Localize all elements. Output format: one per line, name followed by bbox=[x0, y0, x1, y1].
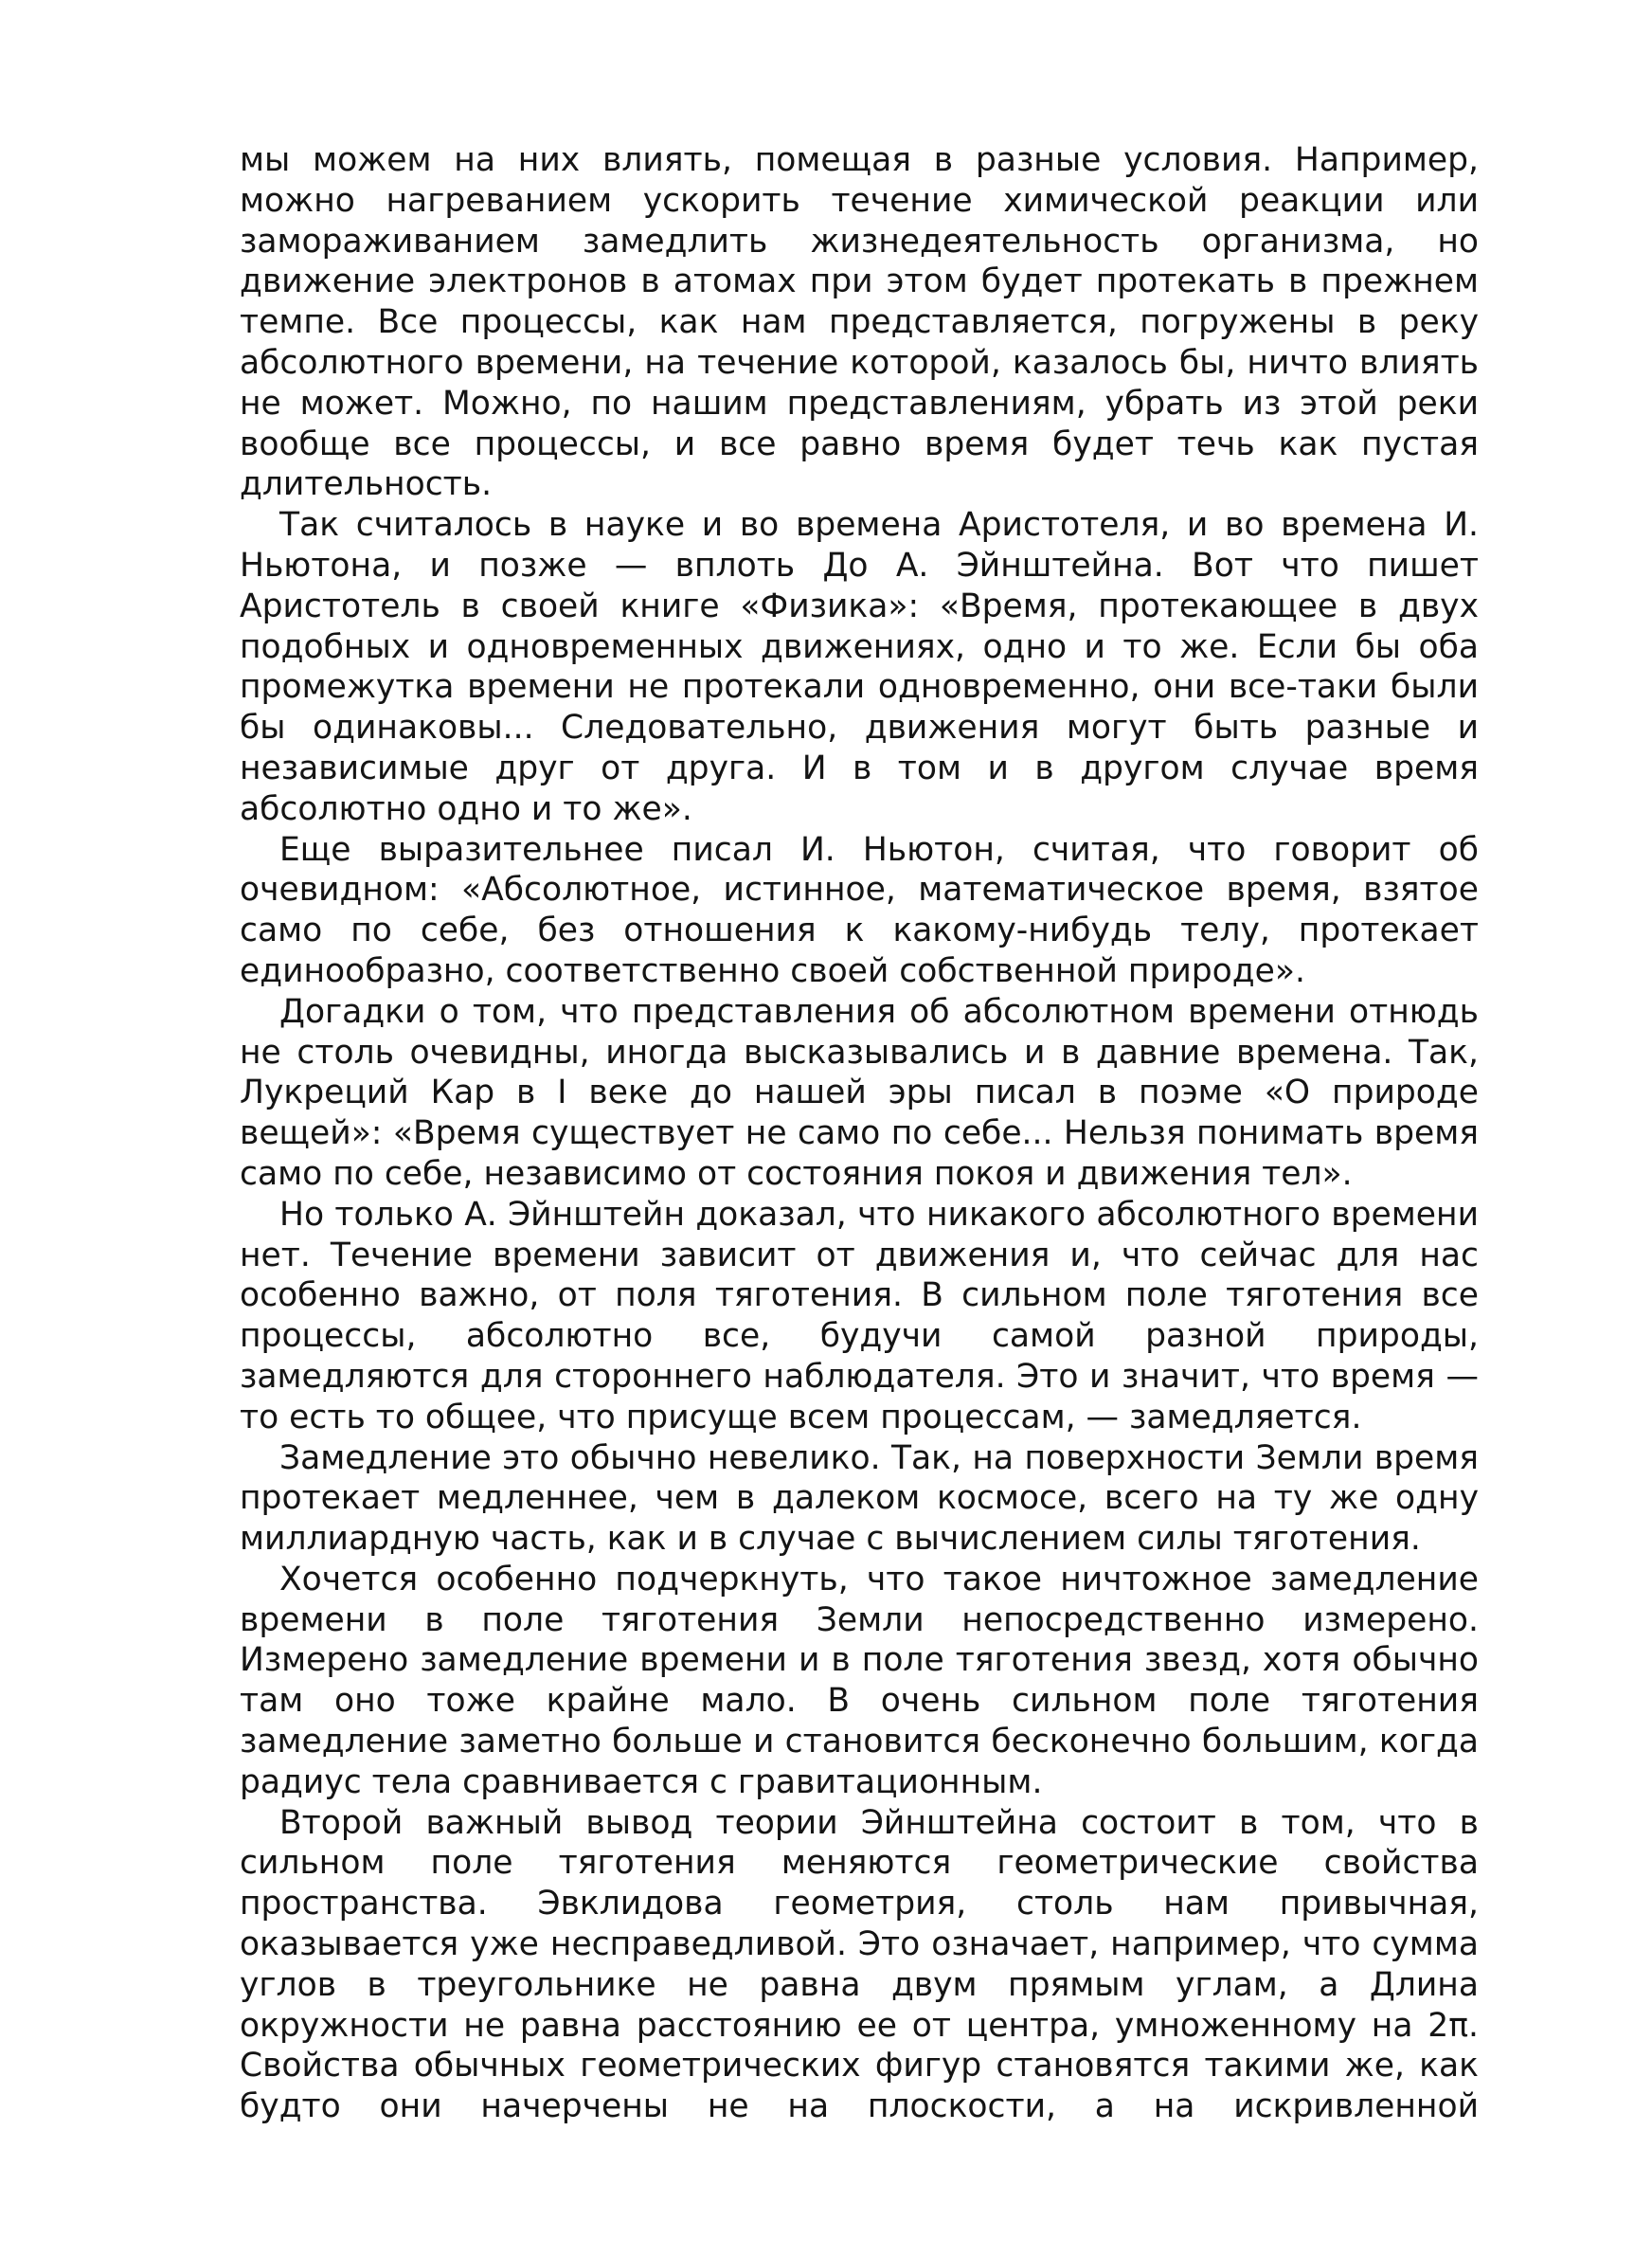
paragraph-3: Догадки о том, что представления об абсолютном времени отнюдь не столь очевидны, иногда высказывались и в давние времена. Так, Лукреций Кар в I веке до нашей эры писал в поэме «О природе вещей»: «Время существует не само по себе... Нельзя понимать время само по себе, независимо от состояния покоя и движения тел». bbox=[240, 992, 1479, 1193]
paragraph-6: Хочется особенно подчеркнуть, что такое ничтожное замедление времени в поле тяготения Земли непосредственно измерено. Измерено замедление времени и в поле тяготения звезд, хотя обычно там оно тоже крайне мало. В очень сильном поле тяготения замедление заметно больше и становится бесконечно большим, когда радиус тела сравнивается с гравитационным. bbox=[240, 1560, 1479, 1801]
paragraph-4: Но только А. Эйнштейн доказал, что никакого абсолютного времени нет. Течение времени зависит от движения и, что сейчас для нас особенно важно, от поля тяготения. В сильном поле тяготения все процессы, абсолютно все, будучи самой разной природы, замедляются для стороннего наблюдателя. Это и значит, что время — то есть то общее, что присуще всем процессам, — замедляется. bbox=[240, 1195, 1479, 1436]
document-page bbox=[240, 140, 1479, 2127]
paragraph-5: Замедление это обычно невелико. Так, на поверхности Земли время протекает медленнее, чем в далеком космосе, всего на ту же одну миллиардную часть, как и в случае с вычислением силы тяготения. bbox=[240, 1438, 1479, 1559]
paragraph-2: Еще выразительнее писал И. Ньютон, считая, что говорит об очевидном: «Абсолютное, истинное, математическое время, взятое само по себе, без отношения к какому-нибудь телу, протекает единообразно, соответственно своей собственной природе». bbox=[240, 830, 1479, 990]
paragraph-1: Так считалось в науке и во времена Аристотеля, и во времена И. Ньютона, и позже — вплоть До А. Эйнштейна. Вот что пишет Аристотель в своей книге «Физика»: «Время, протекающее в двух подобных и одновременных движениях, одно и то же. Если бы оба промежутка времени не протекали одновременно, они все-таки были бы одинаковы... Следовательно, движения могут быть разные и независимые друг от друга. И в том и в другом случае время абсолютно одно и то же». bbox=[240, 506, 1479, 828]
paragraph-0: мы можем на них влиять, помещая в разные условия. Например, можно нагреванием ускорить течение химической реакции или замораживанием замедлить жизнедеятельность организма, но движение электронов в атомах при этом будет протекать в прежнем темпе. Все процессы, как нам представляется, погружены в реку абсолютного времени, на течение которой, казалось бы, ничто влиять не может. Можно, по нашим представлениям, убрать из этой реки вообще все процессы, и все равно время будет течь как пустая длительность. bbox=[240, 141, 1479, 504]
paragraph-7: Второй важный вывод теории Эйнштейна состоит в том, что в сильном поле тяготения меняются геометрические свойства пространства. Эвклидова геометрия, столь нам привычная, оказывается уже несправедливой. Это означает, например, что сумма углов в треугольнике не равна двум прямым углам, а Длина окружности не равна расстоянию ее от центра, умноженному на 2π. Свойства обычных геометрических фигур становятся такими же, как будто они начерчены не на плоскости, а на искривленной bbox=[240, 1803, 1479, 2126]
